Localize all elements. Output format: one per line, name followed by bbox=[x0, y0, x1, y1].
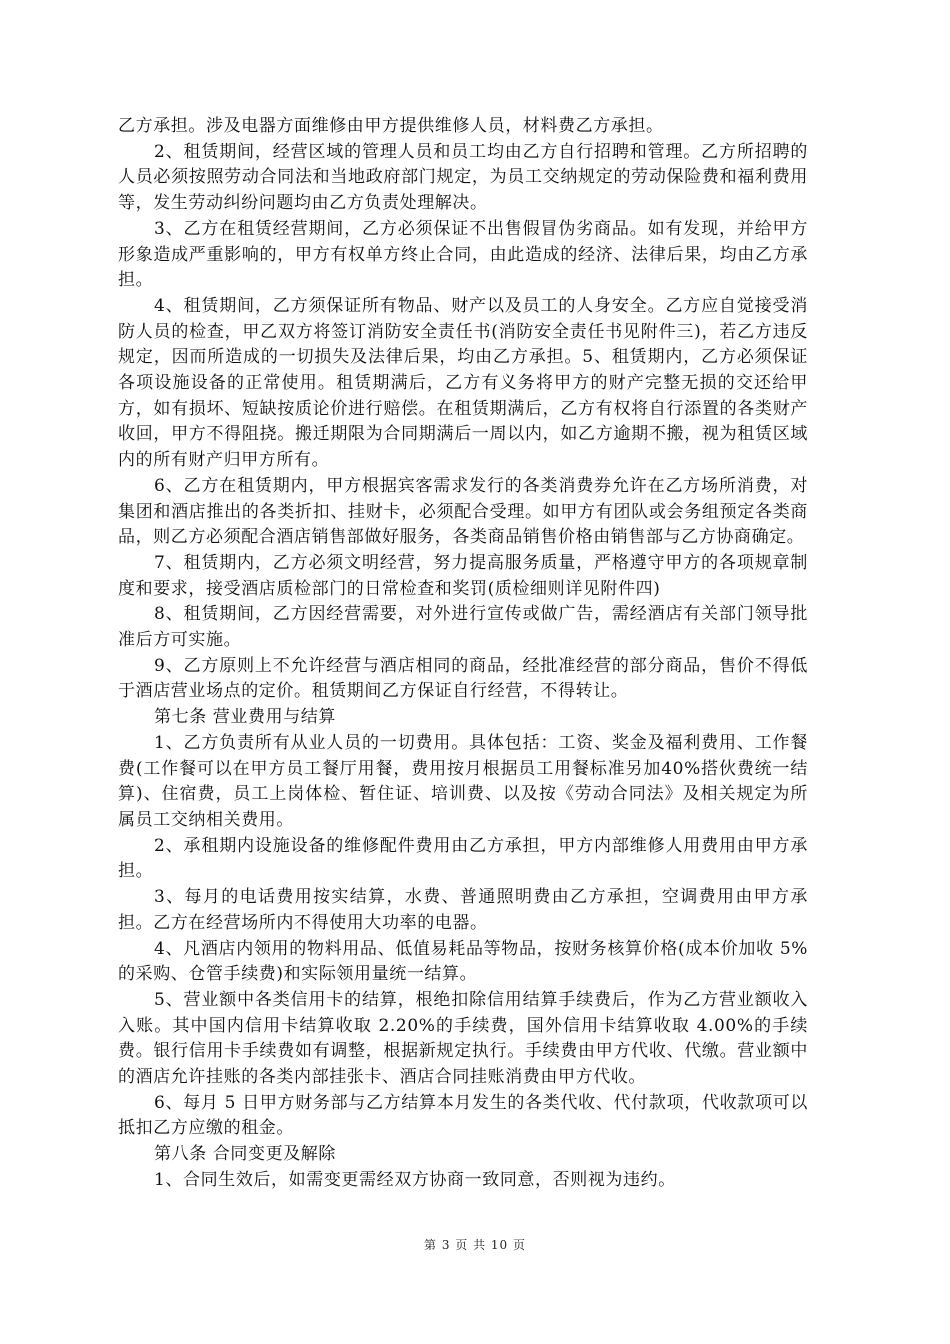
clause-paragraph-2: 2、租赁期间，经营区域的管理人员和员工均由乙方自行招聘和管理。乙方所招聘的人员必须按照劳动合同法和当地政府部门规定，为员工交纳规定的劳动保险费和福利费用等，发生劳动纠纷问题均由乙方负责处理解决。 bbox=[118, 141, 808, 214]
clause-paragraph-4: 4、租赁期间，乙方须保证所有物品、财产以及员工的人身安全。乙方应自觉接受消防人员的检查，甲乙双方将签订消防安全责任书(消防安全责任书见附件三)，若乙方违反规定，因而所造成的一切损失及法律后果，均由乙方承担。5、租赁期内，乙方必须保证各项设施设备的正常使用。租赁期满后，乙方有义务将甲方的财产完整无损的交还给甲方，如有损坏、短缺按质论价进行赔偿。在租赁期满后，乙方有权将自行添置的各类财产收回，甲方不得阻挠。搬迁期限为合同期满后一周以内，如乙方逾期不搬，视为租赁区域内的所有财产归甲方所有。 bbox=[118, 295, 808, 471]
clause-paragraph-7: 7、租赁期内，乙方必须文明经营，努力提高服务质量，严格遵守甲方的各项规章制度和要求，接受酒店质检部门的日常检查和奖罚(质检细则详见附件四) bbox=[118, 552, 808, 599]
fee-paragraph-2: 2、承租期内设施设备的维修配件费用由乙方承担，甲方内部维修人用费用由甲方承担。 bbox=[118, 835, 808, 882]
fee-paragraph-3: 3、每月的电话费用按实结算，水费、普通照明费由乙方承担，空调费用由甲方承担。乙方在经营场所内不得使用大功率的电器。 bbox=[118, 887, 808, 933]
clause-paragraph-9: 9、乙方原则上不允许经营与酒店相同的商品，经批准经营的部分商品，售价不得低于酒店营业场点的定价。租赁期间乙方保证自行经营，不得转让。 bbox=[118, 655, 808, 702]
fee-paragraph-6: 6、每月 5 日甲方财务部与乙方结算本月发生的各类代收、代付款项，代收款项可以抵扣乙方应缴的租金。 bbox=[118, 1092, 808, 1139]
change-paragraph-1: 1、合同生效后，如需变更需经双方协商一致同意，否则视为违约。 bbox=[154, 1169, 676, 1190]
fee-paragraph-1: 1、乙方负责所有从业人员的一切费用。具体包括：工资、奖金及福利费用、工作餐费(工作餐可以在甲方员工餐厅用餐，费用按月根据员工用餐标准另加40%搭伙费统一结算)、住宿费，员工上岗体检、暂住证、培训费、以及按《劳动合同法》及相关规定为所属员工交纳相关费用。 bbox=[118, 732, 808, 830]
fee-paragraph-4: 4、凡酒店内领用的物料用品、低值易耗品等物品，按财务核算价格(成本价加收 5%的采购、仓管手续费)和实际领用量统一结算。 bbox=[118, 938, 808, 985]
clause-paragraph-3: 3、乙方在租赁经营期间，乙方必须保证不出售假冒伪劣商品。如有发现，并给甲方形象造成严重影响的，甲方有权单方终止合同，由此造成的经济、法律后果，均由乙方承担。 bbox=[118, 218, 808, 291]
section-heading-article-7: 第七条 营业费用与结算 bbox=[154, 707, 337, 728]
clause-paragraph-6: 6、乙方在租赁期内，甲方根据宾客需求发行的各类消费券允许在乙方场所消费，对集团和酒店推出的各类折扣、挂财卡，必须配合受理。如甲方有团队或会务组预定各类商品，则乙方必须配合酒店销售部做好服务，各类商品销售价格由销售部与乙方协商确定。 bbox=[118, 475, 808, 548]
section-heading-article-8: 第八条 合同变更及解除 bbox=[154, 1144, 337, 1165]
clause-paragraph-8: 8、租赁期间，乙方因经营需要，对外进行宣传或做广告，需经酒店有关部门领导批准后方可实施。 bbox=[118, 604, 808, 651]
document-page bbox=[118, 114, 808, 1194]
paragraph-continuation: 乙方承担。涉及电器方面维修由甲方提供维修人员，材料费乙方承担。 bbox=[118, 116, 664, 136]
page-number-footer: 第 3 页 共 10 页 bbox=[424, 1238, 526, 1252]
fee-paragraph-5: 5、营业额中各类信用卡的结算，根绝扣除信用结算手续费后，作为乙方营业额收入入账。其中国内信用卡结算收取 2.20%的手续费，国外信用卡结算收取 4.00%的手续费。银行信用卡手续费如有调整，根据新规定执行。手续费由甲方代收、代缴。营业额中的酒店允许挂账的各类内部挂张卡、酒店合同挂账消费由甲方代收。 bbox=[118, 989, 808, 1088]
